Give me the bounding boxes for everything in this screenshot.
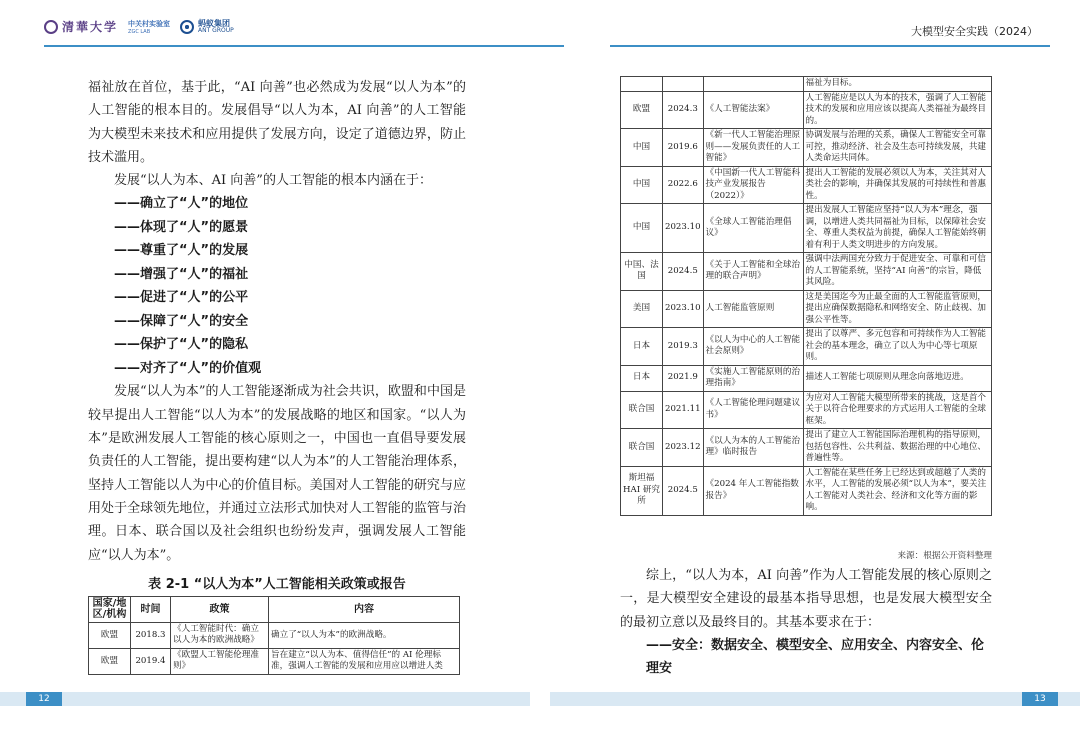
paragraph: 发展“以人为本、AI 向善”的人工智能的根本内涵在于：	[114, 173, 432, 189]
list-item: ——尊重了“人”的发展	[114, 243, 249, 259]
list-item: ——保障了“人”的安全	[114, 313, 249, 329]
table-cell: 2024.5	[663, 466, 704, 515]
list-item: ——对齐了“人”的价值观	[114, 360, 262, 376]
table-cell: 《关于人工智能和全球治理的联合声明》	[703, 253, 803, 291]
table-row	[621, 253, 992, 291]
table-cell: 2019.3	[663, 328, 704, 366]
table-cell: 提出人工智能的发展必须以人为本，关注其对人类社会的影响，并确保其发展的可持续性和普惠性。	[803, 166, 991, 204]
table-cell: 强调中法两国充分致力于促进安全、可靠和可信的人工智能系统，坚持“AI 向善”的宗旨，降低其风险。	[803, 253, 991, 291]
table-cell: 《人工智能伦理问题建议书》	[703, 391, 803, 429]
table-cell: 2022.6	[663, 166, 704, 204]
page-header	[0, 0, 1080, 66]
table-cell: 欧盟	[89, 622, 131, 648]
list-item: ——促进了“人”的公平	[114, 290, 249, 306]
page-number-right: 13	[1022, 692, 1058, 706]
header-rule-left	[44, 45, 564, 47]
table-cell: 《中国新一代人工智能科技产业发展报告（2022）》	[703, 166, 803, 204]
list-item: ——体现了“人”的愿景	[114, 219, 249, 235]
table-cell: 提出发展人工智能应坚持“以人为本”理念，强调，以增进人类共同福祉为目标，以保障社会安全、尊重人类权益为前提，确保人工智能始终朝着有利于人类文明进步的方向发展。	[803, 204, 991, 253]
ant-group-emblem-icon	[180, 20, 194, 34]
table-row	[621, 166, 992, 204]
table-cell: 《欧盟人工智能伦理准则》	[171, 648, 269, 674]
table-cell: 2018.3	[131, 622, 171, 648]
column-header: 国家/地区/机构	[89, 596, 131, 622]
table-row	[621, 129, 992, 167]
table-cell: 福祉为目标。	[803, 77, 991, 92]
table-cell: 中国	[621, 166, 663, 204]
table-row	[89, 622, 460, 648]
table-row	[621, 365, 992, 391]
table-cell: 确立了“以人为本”的欧洲战略。	[269, 622, 460, 648]
column-header: 政策	[171, 596, 269, 622]
table-cell: 2021.9	[663, 365, 704, 391]
table-cell: 《全球人工智能治理倡议》	[703, 204, 803, 253]
table-header-row	[89, 596, 460, 622]
table-cell: 中国、法国	[621, 253, 663, 291]
paragraph: 发展“以人为本”的人工智能逐渐成为社会共识，欧盟和中国是较早提出人工智能“以人为本”的发展战略的地区和国家。“以人为本”是欧洲发展人工智能的核心原则之一，中国也一直倡导要发展负责任的人工智能，提出要构建“以人为本”的人工智能治理体系，坚持人工智能以人为中心的价值目标。美国对人工智能的研究与应用处于全球领先地位，并通过立法形式加快对人工智能的监管与治理。日本、联合国以及社会组织也纷纷发声，强调发展人工智能应“以人为本”。	[88, 384, 466, 563]
header-rule-right	[610, 45, 1050, 47]
table-cell: 欧盟	[89, 648, 131, 674]
table-caption: 表 2-1 “以人为本”人工智能相关政策或报告	[148, 576, 406, 592]
table-row	[621, 328, 992, 366]
table-cell: 中国	[621, 129, 663, 167]
table-cell: 2023.10	[663, 290, 704, 328]
logo-group	[44, 18, 234, 35]
table-cell: 提出了以尊严、多元包容和可持续作为人工智能社会的基本理念，确立了以人为中心等七项原则。	[803, 328, 991, 366]
table-cell: 2024.3	[663, 91, 704, 129]
tsinghua-logo	[44, 18, 118, 35]
table-cell	[663, 77, 704, 92]
table-cell: 人工智能在某些任务上已经达到或超越了人类的水平，人工智能的发展必须“以人为本”，要关注人工智能对人类社会、经济和文化等方面的影响。	[803, 466, 991, 515]
footer-bar-right	[550, 692, 1080, 706]
principle-list	[88, 192, 466, 380]
table-cell: 《新一代人工智能治理原则——发展负责任的人工智能》	[703, 129, 803, 167]
list-item: ——确立了“人”的地位	[114, 196, 249, 212]
tsinghua-emblem-icon	[44, 20, 58, 34]
table-cell: 日本	[621, 365, 663, 391]
right-page-text	[620, 564, 992, 681]
table-cell: 联合国	[621, 391, 663, 429]
table-cell: 这是美国迄今为止最全面的人工智能监管原则，提出应确保数据隐私和网络安全、防止歧视、加强公平性等。	[803, 290, 991, 328]
table-cell: 中国	[621, 204, 663, 253]
policy-table-continued	[620, 76, 992, 516]
column-header: 内容	[269, 596, 460, 622]
table-cell: 《人工智能法案》	[703, 91, 803, 129]
table-row	[621, 91, 992, 129]
table-row	[89, 648, 460, 674]
column-header: 时间	[131, 596, 171, 622]
table-cell: 美国	[621, 290, 663, 328]
table-cell: 2023.12	[663, 429, 704, 467]
table-cell: 描述人工智能七项原则从理念向落地迈进。	[803, 365, 991, 391]
left-page	[88, 76, 466, 675]
footer-bar-left	[0, 692, 530, 706]
table-cell: 2023.10	[663, 204, 704, 253]
page-number-left: 12	[26, 692, 62, 706]
table-row	[621, 204, 992, 253]
table-cell: 2021.11	[663, 391, 704, 429]
table-cell: 为应对人工智能大模型所带来的挑战，这是首个关于以符合伦理要求的方式运用人工智能的全球框架。	[803, 391, 991, 429]
table-cell: 《实施人工智能原则的治理指南》	[703, 365, 803, 391]
ant-group-logo-subtext: ANT GROUP	[198, 26, 234, 34]
table-cell	[703, 77, 803, 92]
table-cell: 协调发展与治理的关系，确保人工智能安全可靠可控，推动经济、社会及生态可持续发展，共建人类命运共同体。	[803, 129, 991, 167]
ant-group-logo	[180, 20, 234, 34]
list-item: ——保护了“人”的隐私	[114, 337, 249, 353]
table-cell: 《以人为中心的人工智能社会原则》	[703, 328, 803, 366]
table-cell: 《以人为本的人工智能治理》临时报告	[703, 429, 803, 467]
paragraph: 综上，“以人为本，AI 向善”作为人工智能发展的核心原则之一，是大模型安全建设的最基本指导思想，也是发展大模型安全的最初立意以及最终目的。其基本要求在于：	[620, 568, 992, 630]
zgc-lab-logo-text: 中关村实验室	[128, 19, 171, 28]
table-cell: 日本	[621, 328, 663, 366]
table-row	[621, 77, 992, 92]
zgc-lab-logo	[128, 19, 170, 35]
table-row	[621, 290, 992, 328]
paragraph: 福祉放在首位，基于此，“AI 向善”也必然成为发展“以人为本”的人工智能的根本目的。发展倡导“以人为本，AI 向善”的人工智能为大模型未来技术和应用提供了发展方向，设定了道德边界，防止技术滥用。	[88, 80, 466, 165]
tsinghua-logo-text: 清華大学	[62, 20, 119, 34]
table-cell: 人工智能应是以人为本的技术，强调了人工智能技术的发展和应用应该以提高人类福祉为最终目的。	[803, 91, 991, 129]
table-row	[621, 429, 992, 467]
table-cell: 2019.6	[663, 129, 704, 167]
list-item: ——安全：数据安全、模型安全、应用安全、内容安全、伦理安	[646, 637, 985, 677]
table-source-note: 来源：根据公开资料整理	[897, 551, 992, 561]
table-cell	[621, 77, 663, 92]
table-cell: 人工智能监管原则	[703, 290, 803, 328]
table-cell: 2019.4	[131, 648, 171, 674]
table-cell: 旨在建立“以人为本、值得信任”的 AI 伦理标准，强调人工智能的发展和应用应以增进人类	[269, 648, 460, 674]
document-title: 大模型安全实践（2024）	[911, 25, 1038, 38]
policy-table	[88, 596, 460, 675]
list-item: ——增强了“人”的福祉	[114, 266, 249, 282]
zgc-lab-logo-subtext: ZGC LAB	[128, 28, 151, 35]
right-page-table-wrapper	[620, 76, 992, 516]
table-cell: 《2024 年人工智能指数报告》	[703, 466, 803, 515]
table-cell: 2024.5	[663, 253, 704, 291]
ant-group-logo-text: 蚂蚁集团	[198, 18, 231, 28]
table-row	[621, 391, 992, 429]
table-cell: 《人工智能时代：确立以人为本的欧洲战略》	[171, 622, 269, 648]
table-cell: 联合国	[621, 429, 663, 467]
table-cell: 欧盟	[621, 91, 663, 129]
table-row	[621, 466, 992, 515]
table-cell: 提出了建立人工智能国际治理机构的指导原则，包括包容性、公共利益、数据治理的中心地位、普遍性等。	[803, 429, 991, 467]
table-cell: 斯坦福 HAI 研究所	[621, 466, 663, 515]
